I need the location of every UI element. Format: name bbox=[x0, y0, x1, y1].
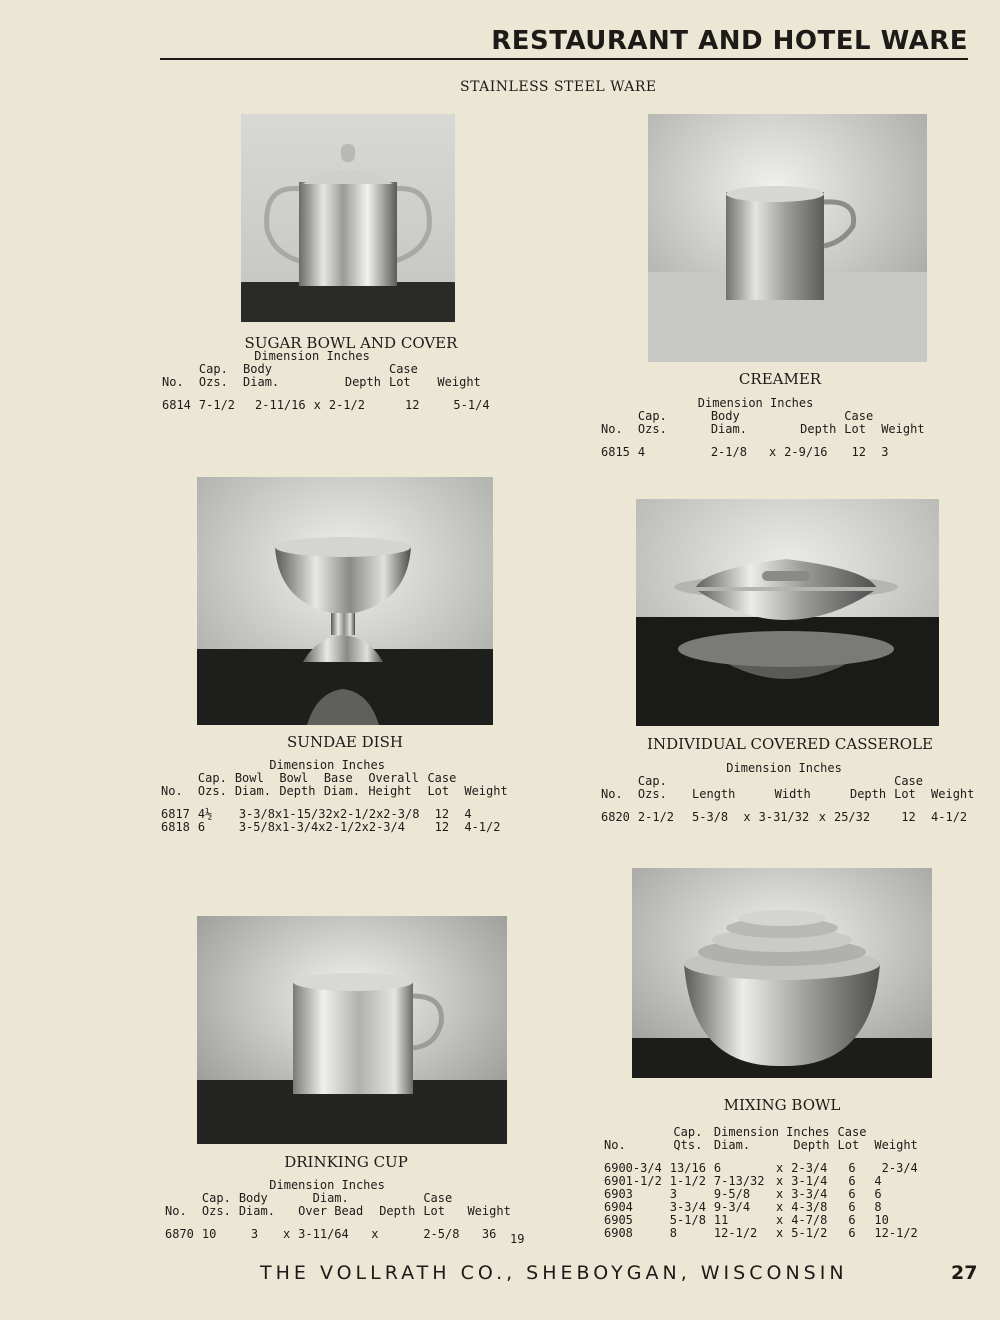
casserole-photo bbox=[636, 499, 939, 726]
table-row: 6820 2-1/2 5-3/8 x 3-31/32 x 25/32 12 4-1/2 bbox=[601, 810, 968, 824]
creamer-photo bbox=[648, 114, 927, 362]
casserole-title: INDIVIDUAL COVERED CASSEROLE bbox=[647, 735, 933, 753]
sundae-dish-spec-table: Dimension Inches Cap. Bowl Bowl Base Overall Case No. Ozs. Diam. Depth Diam. Height Lot Weight 6817 4½ 3-3/8x1-15/32x2-1/2x2-3/8 12 4 6818 6 3-5/8x1-3/4x2-1/2x2-3/4 12 4-1/2 bbox=[157, 759, 512, 834]
table-row: 6908 8 12-1/2 x 5-1/2 6 12-1/2 bbox=[604, 1226, 918, 1240]
drinking-cup-photo bbox=[197, 916, 507, 1144]
table-row: 6870 10 3 x 3-11/64 x 2-5/8 36 bbox=[165, 1227, 497, 1241]
table-row: 6904 3-3/4 9-3/4 x 4-3/8 6 8 bbox=[604, 1200, 882, 1214]
table-row: 6814 7-1/2 2-11/16 x 2-1/2 12 5-1/4 bbox=[162, 398, 490, 412]
creamer-spec-table: Dimension Inches Cap. Body Case No. Ozs. Diam. Depth Lot Weight 6815 4 2-1/8 x 2-9/16 12 3 bbox=[597, 397, 929, 459]
drinking-cup-spec-table: Dimension Inches Cap. Body Diam. Case No. Ozs. Diam. Over Bead Depth Lot Weight 6870 10 3 x 3-11/64 x 2-5/8 36 bbox=[161, 1179, 515, 1241]
mixing-bowl-spec-table: Cap. Dimension Inches Case No. Qts. Diam. Depth Lot Weight 6900-3/4 13/16 6 x 2-3/4 6 2-3/4 6901-1/2 1-1/2 7-13/32 x 3-1/4 6 4 6903 3 9-5/8 x 3-3/4 6 6 6904 3-3/4 9-3/4 x 4-3/8 6 8 6905 5-1/8 11 x 4-7/8 6 10 6908 8 12-1/2 x 5-1/2 6 12-1/2 bbox=[600, 1126, 922, 1240]
drinking-cup-weight-value: 19 bbox=[510, 1232, 525, 1246]
table-row: 6818 6 3-5/8x1-3/4x2-1/2x2-3/4 12 4-1/2 bbox=[161, 820, 501, 834]
mixing-bowl-title: MIXING BOWL bbox=[723, 1096, 841, 1114]
table-row: 6903 3 9-5/8 x 3-3/4 6 6 bbox=[604, 1187, 882, 1201]
sugar-bowl-title: SUGAR BOWL AND COVER bbox=[244, 334, 458, 352]
sugar-bowl-spec-table: Dimension Inches Cap. Body Case No. Ozs. Diam. Depth Lot Weight 6814 7-1/2 2-11/16 x 2-1/2 12 5-1/4 bbox=[158, 350, 494, 412]
sugar-bowl-photo bbox=[241, 114, 455, 322]
header-rule bbox=[160, 58, 968, 60]
table-row: 6815 4 2-1/8 x 2-9/16 12 3 bbox=[601, 445, 889, 459]
sundae-dish-title: SUNDAE DISH bbox=[287, 733, 403, 751]
footer-company: THE VOLLRATH CO., SHEBOYGAN, WISCONSIN bbox=[260, 1262, 848, 1284]
mixing-bowl-photo bbox=[632, 868, 932, 1078]
table-row: 6817 4½ 3-3/8x1-15/32x2-1/2x2-3/8 12 4 bbox=[161, 807, 472, 821]
page-header-title: RESTAURANT AND HOTEL WARE bbox=[491, 26, 968, 56]
page-number: 27 bbox=[951, 1262, 978, 1284]
casserole-spec-table: Dimension Inches Cap. Case No. Ozs. Length Width Depth Lot Weight 6820 2-1/2 5-3/8 x 3-31/32 x 25/32 12 4-1/2 bbox=[597, 762, 978, 824]
creamer-title: CREAMER bbox=[738, 370, 822, 388]
table-row: 6901-1/2 1-1/2 7-13/32 x 3-1/4 6 4 bbox=[604, 1174, 882, 1188]
section-subtitle: STAINLESS STEEL WARE bbox=[460, 79, 657, 95]
table-row: 6905 5-1/8 11 x 4-7/8 6 10 bbox=[604, 1213, 889, 1227]
table-row: 6900-3/4 13/16 6 x 2-3/4 6 2-3/4 bbox=[604, 1161, 918, 1175]
drinking-cup-title: DRINKING CUP bbox=[284, 1153, 408, 1171]
sundae-dish-photo bbox=[197, 477, 493, 725]
